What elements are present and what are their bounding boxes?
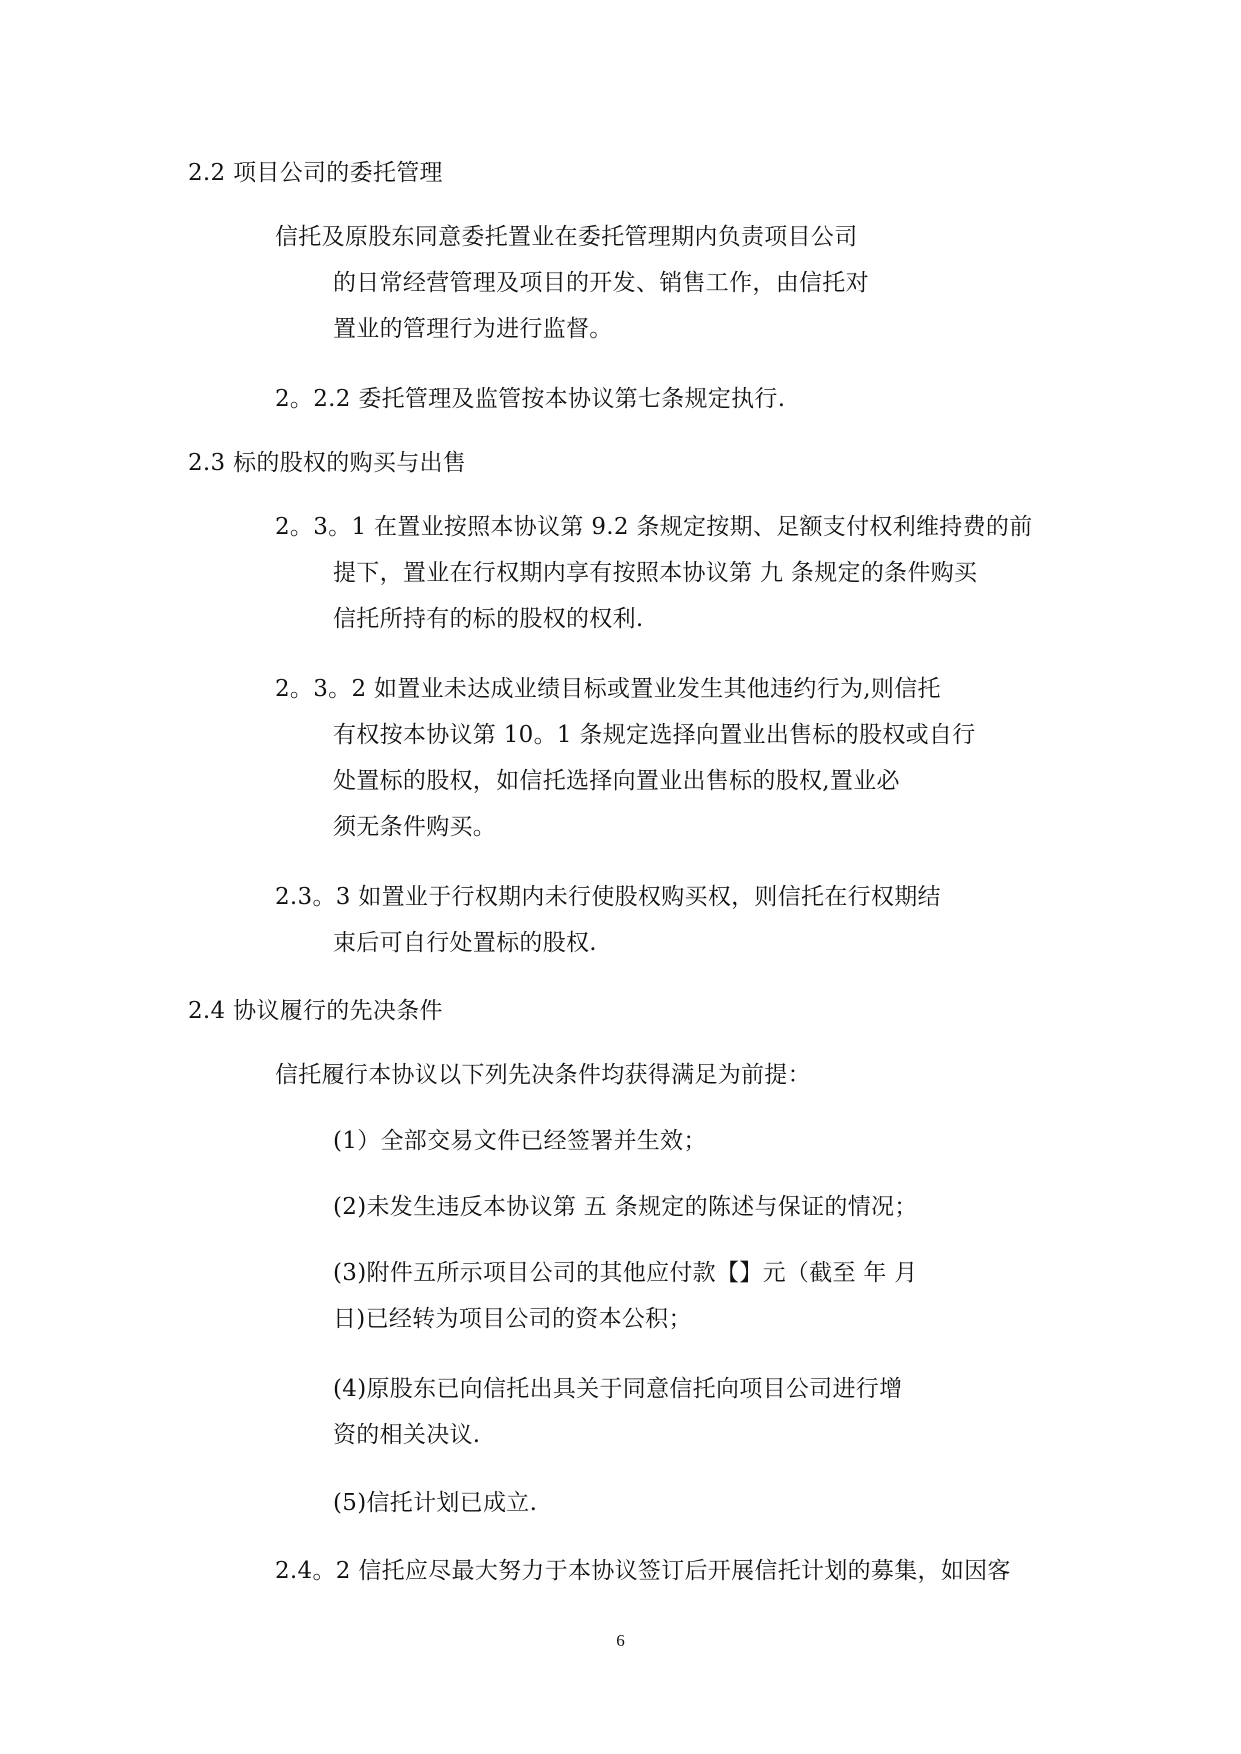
paragraph-line: 日)已经转为项目公司的资本公积； xyxy=(333,1306,692,1332)
paragraph-line: 提下，置业在行权期内享有按照本协议第 九 条规定的条件购买 xyxy=(333,560,978,586)
clause-2-3-2: 2。3。2 如置业未达成业绩目标或置业发生其他违约行为,则信托 xyxy=(275,676,941,702)
paragraph-line: 信托履行本协议以下列先决条件均获得满足为前提： xyxy=(275,1062,811,1088)
paragraph-line: 置业的管理行为进行监督。 xyxy=(333,316,613,342)
clause-2-3-1: 2。3。1 在置业按照本协议第 9.2 条规定按期、足额支付权利维持费的前 xyxy=(275,514,1033,540)
section-heading-2-2: 2.2 项目公司的委托管理 xyxy=(188,160,443,186)
paragraph-line: 信托所持有的标的股权的权利. xyxy=(333,606,644,632)
condition-item-2: (2)未发生违反本协议第 五 条规定的陈述与保证的情况； xyxy=(333,1194,918,1220)
condition-item-1: (1）全部交易文件已经签署并生效； xyxy=(333,1128,707,1154)
paragraph-line: 处置标的股权，如信托选择向置业出售标的股权,置业必 xyxy=(333,768,900,794)
paragraph-line: 束后可自行处置标的股权. xyxy=(333,930,597,956)
condition-item-4: (4)原股东已向信托出具关于同意信托向项目公司进行增 xyxy=(333,1376,903,1402)
paragraph-line: 有权按本协议第 10。1 条规定选择向置业出售标的股权或自行 xyxy=(333,722,976,748)
paragraph-line: 的日常经营管理及项目的开发、销售工作，由信托对 xyxy=(333,270,869,296)
condition-item-5: (5)信托计划已成立. xyxy=(333,1490,538,1516)
paragraph-line: 信托及原股东同意委托置业在委托管理期内负责项目公司 xyxy=(275,224,858,250)
page-number: 6 xyxy=(616,1631,625,1650)
paragraph-line: 资的相关决议. xyxy=(333,1422,481,1448)
section-heading-2-4: 2.4 协议履行的先决条件 xyxy=(188,998,443,1024)
section-heading-2-3: 2.3 标的股权的购买与出售 xyxy=(188,450,467,476)
clause-2-2-2: 2。2.2 委托管理及监管按本协议第七条规定执行. xyxy=(275,386,786,412)
condition-item-3: (3)附件五所示项目公司的其他应付款【】元（截至 年 月 xyxy=(333,1260,918,1286)
clause-2-4-2: 2.4。2 信托应尽最大努力于本协议签订后开展信托计划的募集，如因客 xyxy=(275,1558,1011,1584)
paragraph-line: 须无条件购买。 xyxy=(333,814,497,840)
clause-2-3-3: 2.3。3 如置业于行权期内未行使股权购买权，则信托在行权期结 xyxy=(275,884,941,910)
